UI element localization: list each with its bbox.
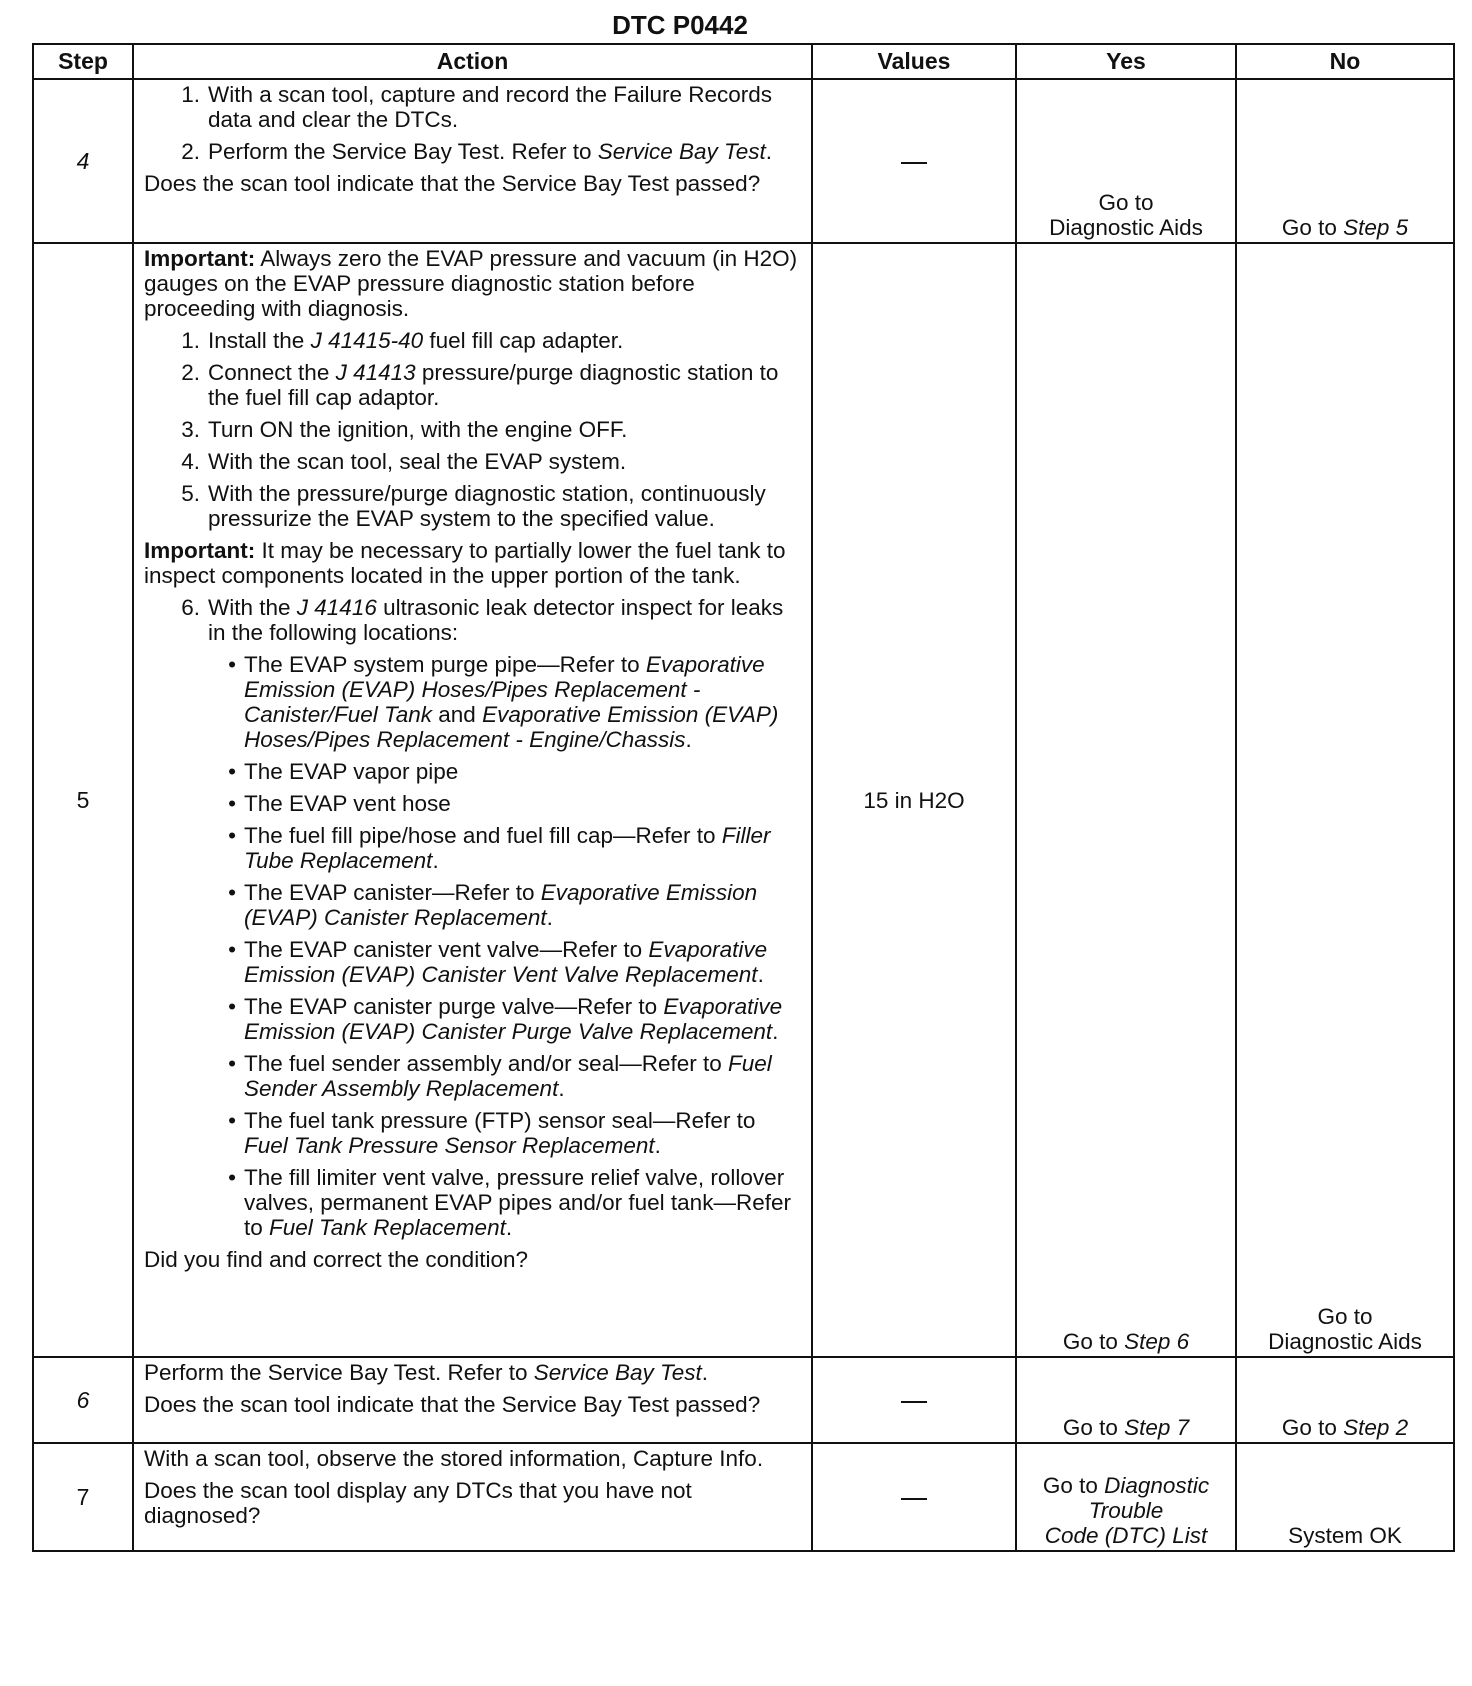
reference-link[interactable]: Fuel Tank Replacement — [269, 1215, 506, 1240]
step-number: 6 — [33, 1357, 133, 1443]
table-row — [33, 79, 1454, 243]
bullet-item: The EVAP system purge pipe—Refer to Evaporative Emission (EVAP) Hoses/Pipes Replacement - Canister/Fuel Tank and Evaporative Emission (EVAP) Hoses/Pipes Replacement - Engine/Chassis. — [244, 652, 779, 752]
action-item: Turn ON the ignition, with the engine OFF. — [208, 417, 628, 442]
reference-link[interactable]: Step 6 — [1124, 1329, 1190, 1354]
bullet-item: The fill limiter vent valve, pressure relief valve, rollover valves, permanent EVAP pipes and/or fuel tank—Refer to Fuel Tank Replacement. — [244, 1165, 791, 1240]
no-cell: Go to Step 5 — [1236, 79, 1454, 243]
question-text: Does the scan tool display any DTCs that you have not diagnosed? — [144, 1478, 692, 1528]
reference-link[interactable]: Diagnostic — [1104, 1473, 1210, 1498]
values-cell: 15 in H2O — [812, 243, 1016, 1357]
question-text: Does the scan tool indicate that the Service Bay Test passed? — [144, 171, 761, 196]
table-row — [33, 1443, 1454, 1551]
reference-link[interactable]: Diagnostic Aids — [1049, 215, 1203, 240]
header-values: Values — [812, 44, 1016, 79]
reference-link[interactable]: Fuel Tank Pressure Sensor Replacement — [244, 1133, 655, 1158]
table-row — [33, 1357, 1454, 1443]
reference-link[interactable]: Evaporative Emission (EVAP) Canister Purge Valve Replacement — [244, 994, 783, 1044]
reference-link[interactable]: Step 2 — [1343, 1415, 1409, 1440]
bullet-item: The EVAP canister—Refer to Evaporative Emission (EVAP) Canister Replacement. — [244, 880, 758, 930]
values-cell — [812, 79, 1016, 243]
reference-link[interactable]: Step 5 — [1343, 215, 1409, 240]
tool-name: J 41415-40 — [310, 328, 424, 353]
dash-symbol — [901, 162, 927, 164]
reference-link[interactable]: Evaporative Emission (EVAP) Canister Replacement — [244, 880, 758, 930]
reference-link[interactable]: Diagnostic Aids — [1268, 1329, 1422, 1354]
reference-link[interactable]: Fuel Sender Assembly Replacement — [244, 1051, 772, 1101]
action-item: Connect the J 41413 pressure/purge diagnostic station to the fuel fill cap adaptor. — [208, 360, 779, 410]
no-cell: Go to Step 2 — [1236, 1357, 1454, 1443]
no-cell: Go to Diagnostic Aids — [1236, 243, 1454, 1357]
header-step: Step — [33, 44, 133, 79]
action-cell: 1. With a scan tool, capture and record the Failure Records data and clear the DTCs. 2. Perform the Service Bay Test. Refer to Service Bay Test. Does the scan tool indicate that the Service Bay Test passed? — [133, 79, 812, 243]
bullet-item: The EVAP vapor pipe — [244, 759, 459, 784]
page-title: DTC P0442 — [612, 10, 748, 40]
bullet-item: The EVAP canister purge valve—Refer to Evaporative Emission (EVAP) Canister Purge Valve Replacement. — [244, 994, 783, 1044]
bullet-item: The EVAP vent hose — [244, 791, 451, 816]
action-cell: Important: Always zero the EVAP pressure and vacuum (in H2O) gauges on the EVAP pressure diagnostic station before proceeding with diagnosis. 1. Install the J 41415-40 fuel fill cap adapter. 2. Connect the J 41413 pressure/purge diagnostic station to the fuel fill cap adaptor. 3. Turn ON the ignition, with the engine OFF. 4. With the scan tool, seal the EVAP system. 5. With the pressure/purge diagnostic station, continuously pressurize the EVAP system to the specified value. Important: It may be necessary to partially lower the fuel tank to inspect components located in the upper portion of the tank. 6. With the J 41416 ultrasonic leak detector inspect for leaks in the following locations: • The EVAP system purge pipe—Refer to Evaporative Emission (EVAP) Hoses/Pipes Replacement - Canister/Fuel Tank and Evaporative Emission (EVAP) Hoses/Pipes Replacement - Engine/Chassis. • The EVAP vapor pipe • The EVAP vent hose • The fuel fill pipe/hose and fuel fill cap—Refer to Filler Tube Replacement. • The EVAP canister—Refer to Evaporative Emission (EVAP) Canister Replacement. • The EVAP canister vent valve—Refer to Evaporative Emission (EVAP) Canister Vent Valve Replacement. • The EVAP canister purge valve—Refer to Evaporative Emission (EVAP) Canister Purge Valve Replacement. • The fuel sender assembly and/or seal—Refer to Fuel Sender Assembly Replacement. • The fuel tank pressure (FTP) sensor seal—Refer to Fuel Tank Pressure Sensor Replacement. • The fill limiter vent valve, pressure relief valve, rollover valves, permanent EVAP pipes and/or fuel tank—Refer to Fuel Tank Replacement. Did you find and correct the condition? — [133, 243, 812, 1357]
action-item: With the scan tool, seal the EVAP system. — [208, 449, 627, 474]
reference-link[interactable]: Filler Tube Replacement — [244, 823, 771, 873]
dash-symbol — [901, 1498, 927, 1500]
header-action: Action — [133, 44, 812, 79]
header-no: No — [1236, 44, 1454, 79]
table-row — [33, 243, 1454, 1357]
reference-link[interactable]: Evaporative Emission (EVAP) Canister Vent Valve Replacement — [244, 937, 768, 987]
yes-cell: Go to Diagnostic Aids — [1016, 79, 1236, 243]
reference-link[interactable]: Evaporative Emission (EVAP) Hoses/Pipes Replacement - Engine/Chassis — [244, 702, 779, 752]
header-row — [33, 44, 1454, 79]
bullet-item: The fuel sender assembly and/or seal—Refer to Fuel Sender Assembly Replacement. — [244, 1051, 772, 1101]
yes-cell: Go to Diagnostic Trouble Code (DTC) List — [1016, 1443, 1236, 1551]
step-number: 7 — [33, 1443, 133, 1551]
tool-name: J 41413 — [335, 360, 416, 385]
action-item: With the pressure/purge diagnostic station, continuously pressurize the EVAP system to the specified value. — [208, 481, 766, 531]
reference-link[interactable]: Service Bay Test — [533, 1360, 702, 1385]
reference-link[interactable]: Evaporative Emission (EVAP) Hoses/Pipes Replacement - Canister/Fuel Tank — [244, 652, 765, 727]
reference-link[interactable]: Service Bay Test — [597, 139, 766, 164]
diagnostic-table — [32, 43, 1455, 1552]
bullet-item: The EVAP canister vent valve—Refer to Evaporative Emission (EVAP) Canister Vent Valve Replacement. — [244, 937, 768, 987]
action-cell — [133, 1443, 812, 1551]
values-cell — [812, 1443, 1016, 1551]
values-cell — [812, 1357, 1016, 1443]
action-cell — [133, 1357, 812, 1443]
yes-cell: Go to Step 7 — [1016, 1357, 1236, 1443]
tool-name: J 41416 — [296, 595, 377, 620]
action-item: Perform the Service Bay Test. Refer to Service Bay Test. — [144, 1360, 709, 1385]
bullet-item: The fuel fill pipe/hose and fuel fill cap—Refer to Filler Tube Replacement. — [244, 823, 771, 873]
action-item: With a scan tool, observe the stored information, Capture Info. — [144, 1446, 764, 1471]
action-item: Perform the Service Bay Test. Refer to Service Bay Test. — [208, 139, 773, 164]
question-text: Does the scan tool indicate that the Service Bay Test passed? — [144, 1392, 761, 1417]
header-yes: Yes — [1016, 44, 1236, 79]
action-item: With the J 41416 ultrasonic leak detector inspect for leaks in the following locations: — [208, 595, 784, 645]
reference-link[interactable]: Step 7 — [1124, 1415, 1190, 1440]
bullet-item: The fuel tank pressure (FTP) sensor seal—Refer to Fuel Tank Pressure Sensor Replacement. — [244, 1108, 756, 1158]
action-item: With a scan tool, capture and record the Failure Records data and clear the DTCs. — [208, 82, 773, 132]
dash-symbol — [901, 1401, 927, 1403]
question-text: Did you find and correct the condition? — [144, 1247, 528, 1272]
step-number: 5 — [33, 243, 133, 1357]
action-item: Install the J 41415-40 fuel fill cap adapter. — [208, 328, 624, 353]
step-number: 4 — [33, 79, 133, 243]
yes-cell: Go to Step 6 — [1016, 243, 1236, 1357]
no-cell: System OK — [1236, 1443, 1454, 1551]
